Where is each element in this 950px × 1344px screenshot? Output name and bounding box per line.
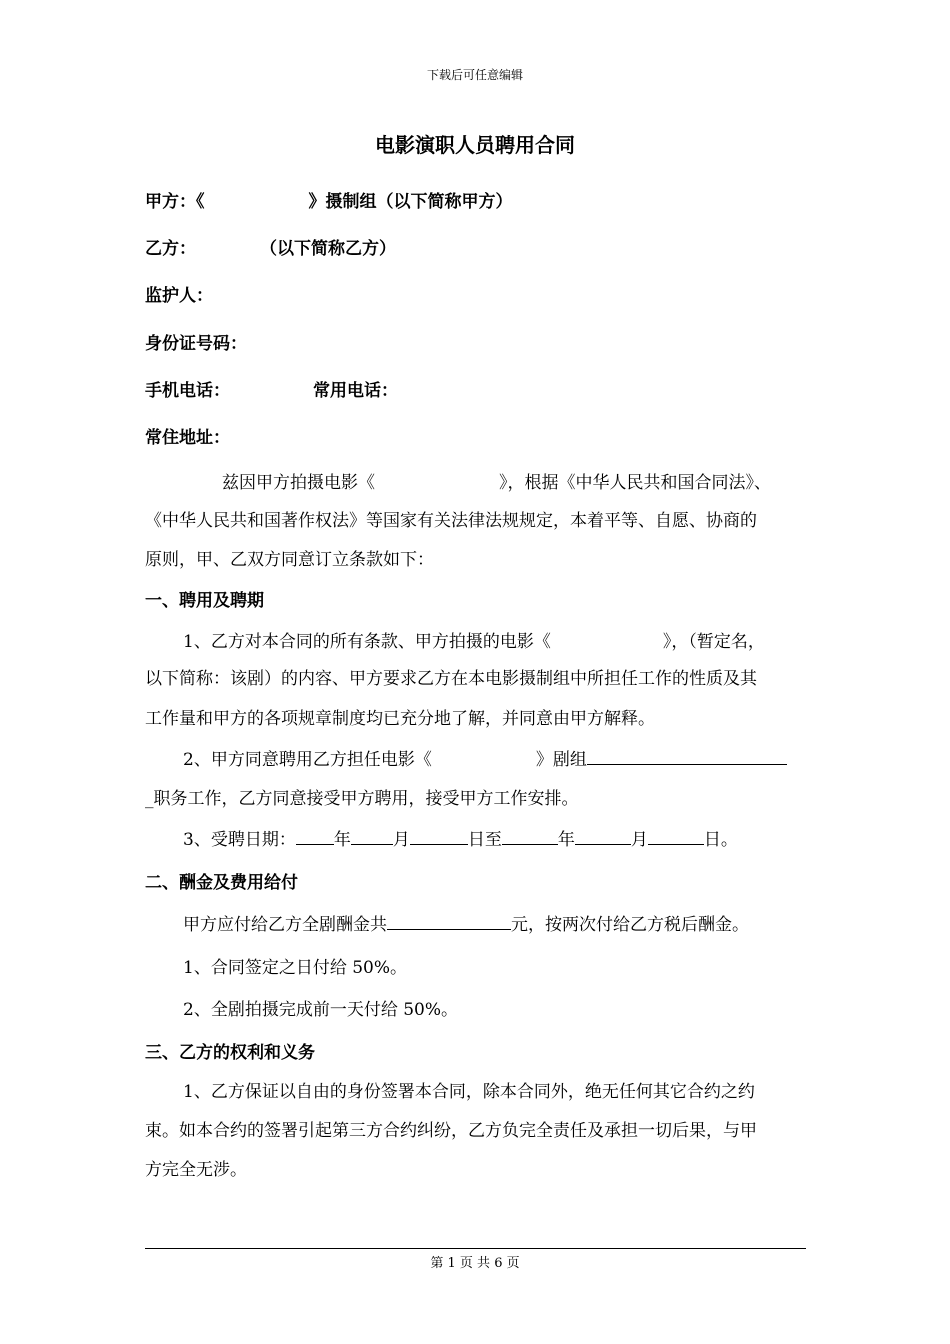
party-b-suffix: （以下简称乙方） [260, 239, 396, 259]
clause-1-3-prefix: 3、受聘日期： [183, 830, 296, 850]
party-b-prefix: 乙方： [145, 239, 196, 259]
intro-line-2: 《中华人民共和国著作权法》等国家有关法律法规规定，本着平等、自愿、协商的 [145, 511, 757, 531]
payment-item-2: 2、全剧拍摄完成前一天付给 50%。 [183, 1000, 459, 1020]
page-number: 第 1 页 共 6 页 [430, 1256, 520, 1271]
section-2-title: 二、酬金及费用给付 [145, 873, 298, 893]
payment-text-a: 甲方应付给乙方全剧酬金共 [183, 915, 387, 935]
clause-1-2-text-a: 2、甲方同意聘用乙方担任电影《 [183, 750, 432, 770]
end-year-blank [502, 827, 558, 845]
common-phone-label: 常用电话： [313, 381, 398, 401]
start-month-blank [351, 827, 393, 845]
party-a-prefix: 甲方：《 [145, 192, 205, 212]
clause-1-2-line-2: _职务工作，乙方同意接受甲方聘用，接受甲方工作安排。 [145, 789, 579, 809]
end-day-label: 日。 [703, 830, 738, 850]
start-day-label: 日至 [467, 830, 502, 850]
intro-line-1b: 》，根据《中华人民共和国合同法》、 [499, 473, 771, 493]
clause-1-1-text-a: 1、乙方对本合同的所有条款、甲方拍摄的电影《 [183, 632, 551, 652]
start-year-label: 年 [333, 830, 351, 850]
party-b-line [145, 234, 396, 259]
clause-3-1-line-2: 束。如本合约的签署引起第三方合约纠纷，乙方负完全责任及承担一切后果，与甲 [145, 1121, 757, 1141]
clause-1-1-line-1 [183, 627, 765, 652]
header-note: 下载后可任意编辑 [426, 68, 523, 82]
clause-1-2-position-blank [587, 747, 787, 765]
address-label: 常住地址： [145, 428, 230, 448]
section-1-title: 一、聘用及聘期 [145, 591, 264, 611]
clause-1-1-line-3: 工作量和甲方的各项规章制度均已充分地了解，并同意由甲方解释。 [145, 709, 655, 729]
guardian-label: 监护人： [145, 286, 213, 306]
payment-amount-blank [387, 912, 511, 930]
end-month-label: 月 [630, 830, 648, 850]
footer-divider [145, 1248, 806, 1249]
clause-1-2-line-1 [183, 745, 787, 770]
clause-1-1-text-b: 》，（暂定名， [662, 632, 765, 652]
start-year-blank [296, 827, 334, 845]
start-month-label: 月 [392, 830, 410, 850]
intro-line-1 [222, 468, 771, 493]
section-3-title: 三、乙方的权利和义务 [145, 1043, 315, 1063]
clause-1-3-line [183, 825, 738, 850]
start-day-blank [410, 827, 468, 845]
end-month-blank [575, 827, 631, 845]
payment-line [183, 910, 749, 935]
clause-3-1-line-1: 1、乙方保证以自由的身份签署本合同，除本合同外，绝无任何其它合约之约 [183, 1082, 755, 1102]
payment-text-b: 元，按两次付给乙方税后酬金。 [511, 915, 749, 935]
id-number-label: 身份证号码： [145, 334, 247, 354]
end-year-label: 年 [557, 830, 575, 850]
clause-1-1-line-2: 以下简称：该剧）的内容、甲方要求乙方在本电影摄制组中所担任工作的性质及其 [145, 669, 757, 689]
mobile-phone-label: 手机电话： [145, 381, 230, 401]
clause-3-1-line-3: 方完全无涉。 [145, 1160, 247, 1180]
intro-line-3: 原则，甲、乙双方同意订立条款如下： [145, 550, 434, 570]
contract-title: 电影演职人员聘用合同 [375, 133, 575, 157]
intro-line-1a: 兹因甲方拍摄电影《 [222, 473, 375, 493]
party-a-line [145, 187, 513, 212]
party-a-suffix: 》摄制组（以下简称甲方） [308, 192, 513, 212]
clause-1-2-text-b: 》剧组 [535, 750, 587, 770]
end-day-blank [648, 827, 704, 845]
payment-item-1: 1、合同签定之日付给 50%。 [183, 958, 408, 978]
